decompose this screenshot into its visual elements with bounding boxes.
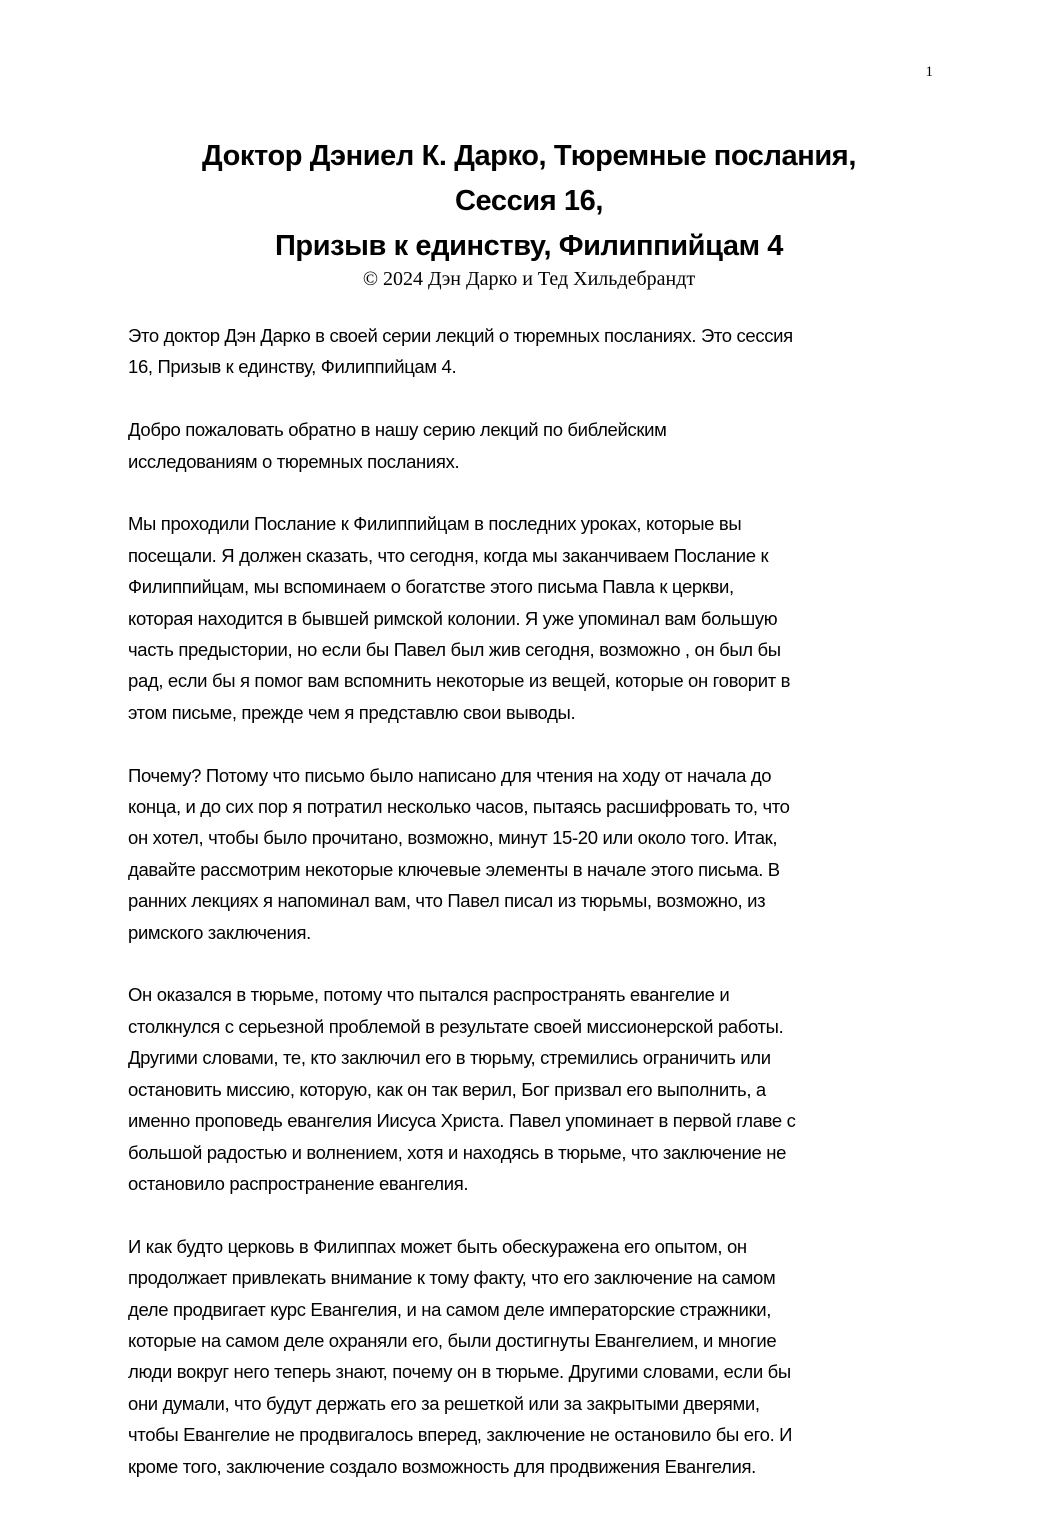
text-line: Филиппийцам, мы вспоминаем о богатстве этого письма Павла к церкви, [128, 576, 734, 598]
text-line: этом письме, прежде чем я представлю свои выводы. [128, 701, 576, 723]
text-line: люди вокруг него теперь знают, почему он в тюрьме. Другими словами, если бы [128, 1361, 791, 1383]
text-line: чтобы Евангелие не продвигалось вперед, заключение не остановило бы его. И [128, 1424, 793, 1446]
text-line: Другими словами, те, кто заключил его в тюрьму, стремились ограничить или [128, 1047, 771, 1069]
text-line: именно проповедь евангелия Иисуса Христа. Павел упоминает в первой главе с [128, 1110, 796, 1132]
text-line: рад, если бы я помог вам вспомнить некоторые из вещей, которые он говорит в [128, 670, 791, 692]
text-line: 16, Призыв к единству, Филиппийцам 4. [128, 356, 457, 378]
text-line: конца, и до сих пор я потратил несколько часов, пытаясь расшифровать то, что [128, 796, 790, 818]
page-number: 1 [925, 64, 933, 80]
text-line: исследованиям о тюремных посланиях. [128, 450, 460, 472]
text-line: Почему? Потому что письмо было написано для чтения на ходу от начала до [128, 764, 772, 786]
document-body [128, 320, 928, 1513]
text-line: остановило распространение евангелия. [128, 1172, 469, 1194]
text-line: которые на самом деле охраняли его, были достигнуты Евангелием, и многие [128, 1329, 777, 1351]
text-line: ранних лекциях я напоминал вам, что Павел писал из тюрьмы, возможно, из [128, 890, 766, 912]
paragraph [128, 1231, 928, 1482]
text-line: столкнулся с серьезной проблемой в результате своей миссионерской работы. [128, 1015, 784, 1037]
copyright-notice: © 2024 Дэн Дарко и Тед Хильдебрандт [362, 268, 696, 290]
text-line: деле продвигает курс Евангелия, и на самом деле императорские стражники, [128, 1298, 771, 1320]
paragraph [128, 760, 928, 948]
title-line: Доктор Дэниел К. Дарко, Тюремные послания, [202, 140, 856, 172]
paragraph [128, 979, 928, 1199]
title-line: Призыв к единству, Филиппийцам 4 [274, 230, 784, 262]
text-line: Это доктор Дэн Дарко в своей серии лекций о тюремных посланиях. Это сессия [128, 325, 793, 346]
title-line: Сессия 16, [454, 185, 604, 217]
text-line: он хотел, чтобы было прочитано, возможно, минут 15-20 или около того. Итак, [128, 827, 778, 849]
paragraph [128, 508, 928, 728]
text-line: Он оказался в тюрьме, потому что пытался распространять евангелие и [128, 984, 730, 1006]
text-line: большой радостью и волнением, хотя и находясь в тюрьме, что заключение не [128, 1141, 787, 1163]
text-line: И как будто церковь в Филиппах может быть обескуражена его опытом, он [128, 1235, 747, 1257]
text-line: они думали, что будут держать его за решеткой или за закрытыми дверями, [128, 1392, 760, 1414]
text-line: римского заключения. [128, 921, 311, 943]
paragraph [128, 414, 928, 477]
text-line: Добро пожаловать обратно в нашу серию лекций по библейским [128, 419, 667, 441]
text-line: которая находится в бывшей римской колонии. Я уже упоминал вам большую [128, 607, 778, 629]
text-line: остановить миссию, которую, как он так верил, Бог призвал его выполнить, а [128, 1078, 766, 1100]
text-line: часть предыстории, но если бы Павел был жив сегодня, возможно , он был бы [128, 639, 781, 661]
text-line: Мы проходили Послание к Филиппийцам в последних уроках, которые вы [128, 513, 742, 535]
text-line: давайте рассмотрим некоторые ключевые элементы в начале этого письма. В [128, 858, 780, 880]
text-line: кроме того, заключение создало возможность для продвижения Евангелия. [128, 1455, 756, 1477]
paragraph [128, 320, 928, 383]
document-title [0, 134, 1058, 269]
text-line: посещали. Я должен сказать, что сегодня, когда мы заканчиваем Послание к [128, 544, 769, 566]
text-line: продолжает привлекать внимание к тому факту, что его заключение на самом [128, 1267, 776, 1289]
